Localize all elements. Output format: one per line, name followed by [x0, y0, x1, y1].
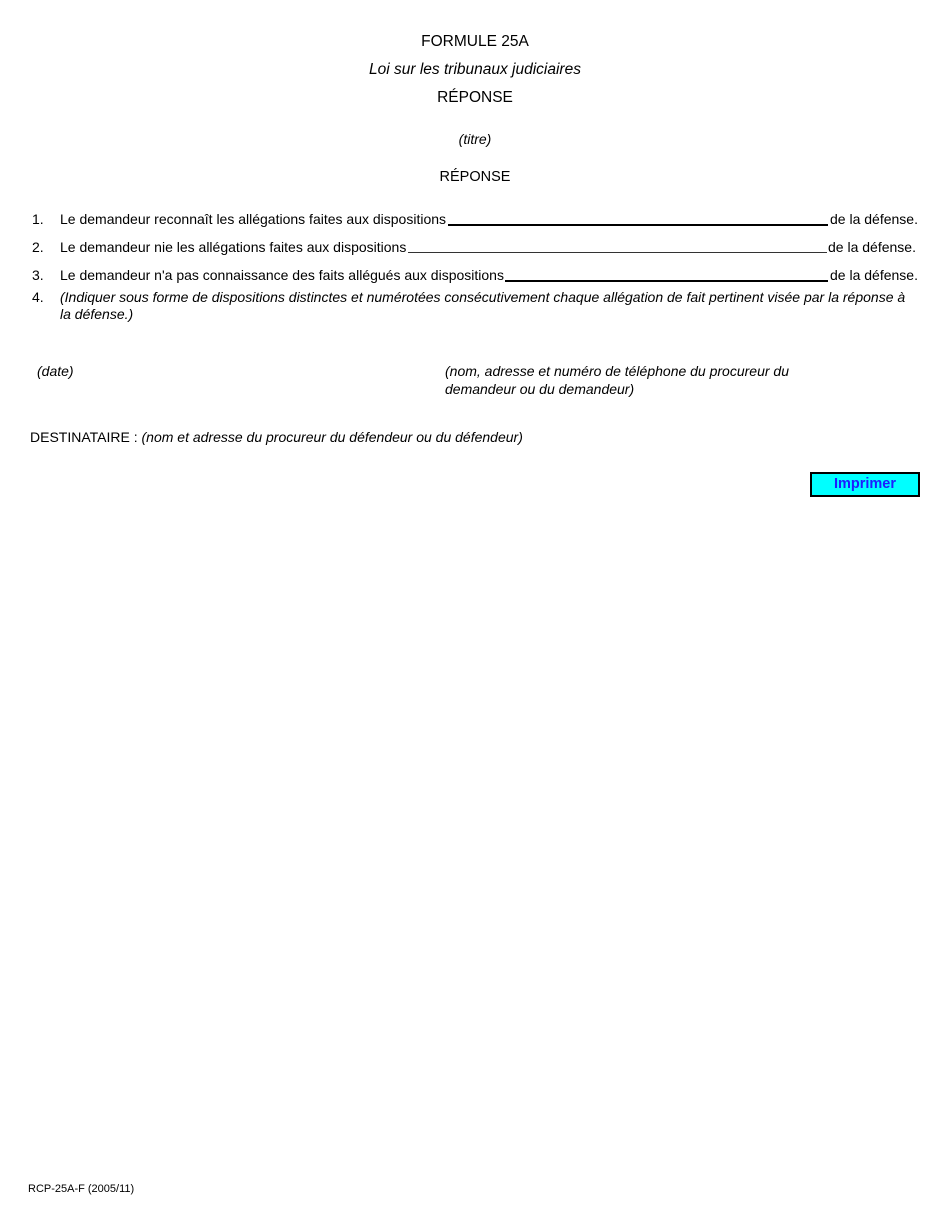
item-text: Le demandeur nie les allégations faites aux dispositions [60, 239, 407, 255]
item-suffix: de la défense. [830, 211, 918, 227]
item-number: 4. [32, 289, 44, 305]
print-button[interactable]: Imprimer [810, 472, 920, 497]
fill-in-line[interactable] [448, 224, 828, 226]
item-text: (Indiquer sous forme de dispositions distinctes et numérotées consécutivement chaque allégation de fait pertinent visée par la réponse à la défense.) [60, 289, 906, 322]
item-number: 2. [32, 239, 44, 255]
form-code: RCP-25A-F (2005/11) [28, 1183, 135, 1195]
list-item [0, 267, 950, 287]
recipient [30, 429, 523, 445]
date-label: (date) [37, 363, 74, 379]
list-item [0, 239, 950, 259]
form-number: FORMULE 25A [421, 33, 529, 50]
item-number: 3. [32, 267, 44, 283]
item-suffix: de la défense. [828, 239, 916, 255]
recipient-instruction: (nom et adresse du procureur du défendeur ou du défendeur) [141, 429, 523, 445]
title-placeholder: (titre) [458, 131, 492, 147]
counsel-label: (nom, adresse et numéro de téléphone du procureur du demandeur ou du demandeur) [445, 363, 789, 397]
fill-in-line[interactable] [505, 280, 828, 282]
list-item [0, 211, 950, 231]
fill-in-line[interactable] [408, 252, 827, 253]
list-item [0, 289, 950, 322]
item-text: Le demandeur n'a pas connaissance des faits allégués aux dispositions [60, 267, 504, 283]
document-type: RÉPONSE [437, 89, 513, 106]
item-number: 1. [32, 211, 44, 227]
act-name: Loi sur les tribunaux judiciaires [369, 61, 581, 78]
item-text: Le demandeur reconnaît les allégations faites aux dispositions [60, 211, 447, 227]
item-suffix: de la défense. [830, 267, 918, 283]
recipient-label: DESTINATAIRE : [30, 429, 138, 445]
section-title: RÉPONSE [439, 169, 511, 185]
